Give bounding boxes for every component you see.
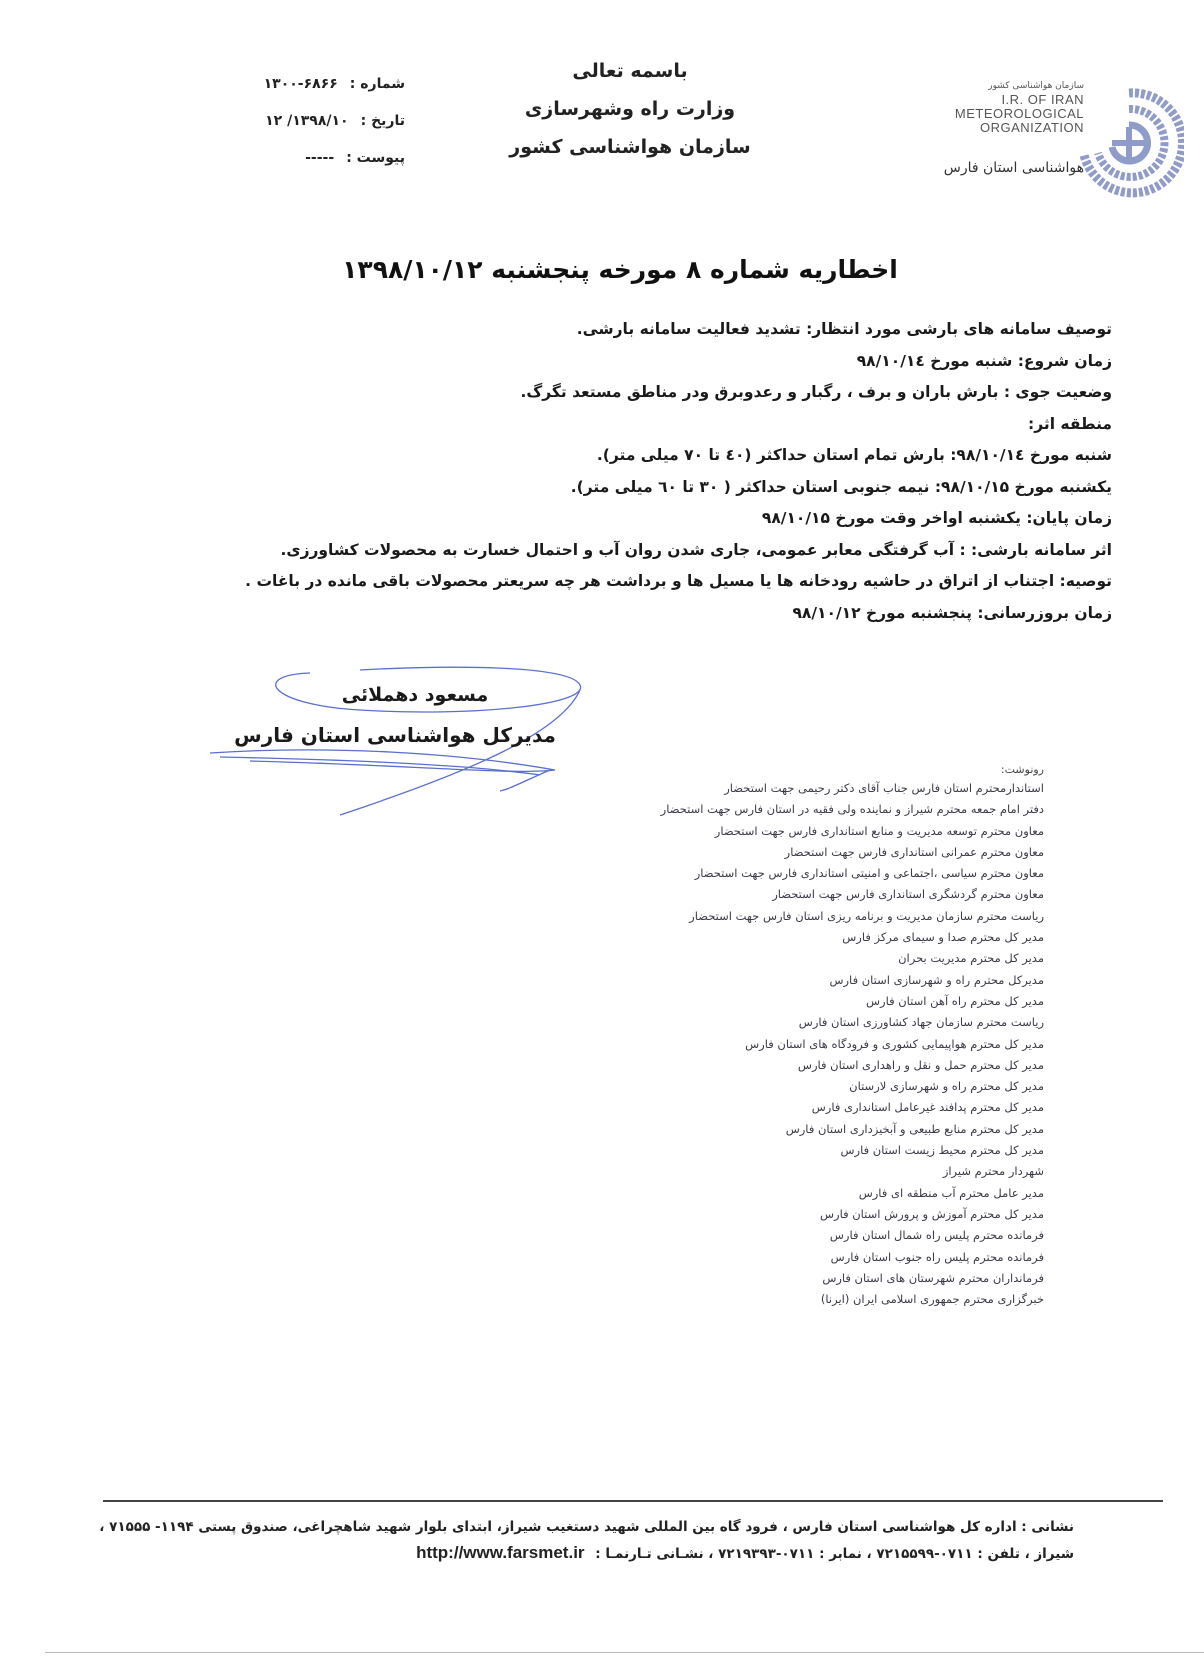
line-label: اثر سامانه بارشی: : [959, 540, 1112, 559]
footer [94, 1514, 1074, 1567]
footer-address: نشانی : اداره کل هواشناسی استان فارس ، فرود گاه بین المللی شهید دستغیب شیراز، ابتدای بلوار شهید شاهچراغی، صندوق پستی ۱۱۹۴- ۷۱۵۵۵ ، [99, 1519, 1074, 1535]
cc-item: معاون محترم گردشگری استانداری فارس جهت استحضار [772, 887, 1044, 902]
cc-item: مدیر کل محترم پدافند غیرعامل استانداری فارس [811, 1100, 1044, 1115]
cc-item: ریاست محترم سازمان مدیریت و برنامه ریزی استان فارس جهت استحضار [689, 908, 1044, 923]
cc-item: شهردار محترم شیراز [942, 1164, 1044, 1179]
cc-item: مدیر کل محترم مدیریت بحران [898, 951, 1044, 966]
cc-list [574, 762, 1044, 1310]
warning-body [152, 314, 1112, 629]
cc-item: استاندارمحترم استان فارس جناب آقای دکتر رحیمی جهت استحضار [724, 781, 1044, 795]
line-value: تشدید فعالیت سامانه بارشی. [576, 320, 801, 338]
organization-name: سازمان هواشناسی کشور [509, 136, 751, 158]
letter-number [225, 66, 405, 103]
letter-attachment [225, 140, 405, 177]
letter-attachment-value: ----- [305, 150, 335, 166]
body-line-saturday [152, 440, 1112, 472]
letter-attachment-label: پیوست : [346, 150, 405, 166]
line-label: توصیف سامانه های بارشی مورد انتظار: [806, 320, 1112, 338]
signature-block [230, 675, 560, 755]
body-line-update-time [152, 598, 1112, 630]
cc-item: مدیر کل محترم حمل و نقل و راهداری استان فارس [797, 1057, 1044, 1072]
logo-english-text [955, 93, 1084, 135]
body-line-affected-area [152, 409, 1112, 441]
cc-item: فرمانداران محترم شهرستان های استان فارس [822, 1270, 1044, 1285]
body-line-weather-condition [152, 377, 1112, 409]
logo-line-3: ORGANIZATION [980, 120, 1084, 135]
letterhead [480, 52, 780, 166]
cc-item: فرمانده محترم پلیس راه جنوب استان فارس [830, 1249, 1044, 1264]
footer-contact-text: شیراز ، تلفن : ۰۷۱۱-۷۲۱۵۵۹۹ ، نمابر : ۰۷۱۱-۷۲۱۹۳۹۳ ، نشـانی تـارنمـا : [595, 1546, 1074, 1562]
cc-item: مدیر کل محترم صدا و سیمای مرکز فارس [842, 930, 1044, 945]
line-value: اجتناب از اتراق در حاشیه رودخانه ها یا مسیل ها و برداشت هر چه سریعتر محصولات باقی مانده در باغات . [245, 572, 1055, 590]
cc-item: معاون محترم عمرانی استانداری فارس جهت استحضار [784, 844, 1044, 859]
cc-item: دفتر امام جمعه محترم شیراز و نماینده ولی فقیه در استان فارس جهت استحضار [660, 802, 1044, 817]
letter-meta [225, 66, 405, 177]
organization-logo [894, 55, 1184, 205]
office-name: هواشناسی استان فارس [943, 160, 1084, 176]
line-value: بارش باران و برف ، رگبار و رعدوبرق ودر مناطق مستعد تگرگ. [520, 383, 999, 401]
logo-line-1: I.R. OF IRAN [1001, 92, 1084, 107]
website-link[interactable]: http://www.farsmet.ir [416, 1543, 585, 1562]
document-title: اخطاریه شماره ۸ مورخه پنجشنبه ۱۳۹۸/۱۰/۱۲ [342, 255, 898, 284]
line-value: نیمه جنوبی استان حداکثر ( ۳٠ تا ٦٠ میلی متر). [570, 477, 930, 496]
letter-number-label: شماره : [349, 76, 405, 92]
cc-item: مدیرکل محترم راه و شهرسازی استان فارس [829, 972, 1044, 987]
footer-divider [103, 1500, 1163, 1502]
cc-item: مدیر کل محترم محیط زیست استان فارس [840, 1143, 1044, 1158]
body-line-description [152, 314, 1112, 346]
line-label: شنبه مورخ ۹۸/۱۰/۱٤: [950, 446, 1112, 464]
line-label: توصیه: [1059, 572, 1112, 590]
line-label: وضعیت جوی : [1003, 383, 1112, 401]
line-label: زمان شروع: [1017, 351, 1112, 370]
letter-date [225, 103, 405, 140]
letter-date-value: ۱۳۹۸/۱۰/ ۱۲ [265, 113, 349, 129]
body-line-impact [152, 535, 1112, 567]
signatory-name: مسعود دهملائی [341, 684, 489, 706]
line-value: شنبه مورخ ۹۸/۱۰/۱٤ [856, 351, 1013, 370]
cc-item: معاون محترم توسعه مدیریت و منابع استانداری فارس جهت استحضار [714, 823, 1044, 838]
signatory-title: مدیرکل هواشناسی استان فارس [234, 723, 556, 747]
body-line-start-time [152, 346, 1112, 378]
cc-item: مدیر کل محترم راه آهن استان فارس [865, 993, 1044, 1008]
logo-line-2: METEOROLOGICAL [954, 106, 1084, 121]
cc-item: معاون محترم سیاسی ،اجتماعی و امنیتی استانداری فارس جهت استحضار [694, 866, 1044, 881]
cc-item: مدیر عامل محترم آب منطقه ای فارس [858, 1185, 1044, 1200]
letter-number-value: ۱۳۰۰-۶۸۶۶ [263, 76, 338, 92]
body-line-sunday [152, 472, 1112, 504]
cc-item: خبرگزاری محترم جمهوری اسلامی ایران (ایرنا) [820, 1292, 1044, 1307]
logo-caption: سازمان هواشناسی کشور [988, 81, 1084, 91]
line-value: آب گرفتگی معابر عمومی، جاری شدن روان آب و احتمال خسارت به محصولات کشاورزی. [280, 540, 955, 559]
letter-date-label: تاریخ : [360, 113, 405, 129]
cc-heading: رونوشت: [1000, 763, 1044, 776]
cc-item: مدیر کل محترم آموزش و پرورش استان فارس [819, 1206, 1044, 1221]
line-value: بارش تمام استان حداکثر (٤٠ تا ٧٠ میلی متر). [596, 446, 945, 464]
line-label: یکشنبه مورخ ۹۸/۱۰/۱۵: [934, 477, 1112, 496]
cc-item: مدیر کل محترم هواپیمایی کشوری و فرودگاه های استان فارس [745, 1036, 1044, 1051]
cc-item: فرمانده محترم پلیس راه شمال استان فارس [829, 1228, 1044, 1243]
cc-item: مدیر کل محترم منابع طبیعی و آبخیزداری استان فارس [785, 1121, 1044, 1136]
cc-item: ریاست محترم سازمان جهاد کشاورزی استان فارس [798, 1015, 1044, 1030]
page-edge-line [45, 1652, 1204, 1653]
invocation: باسمه تعالی [572, 60, 688, 82]
body-line-end-time [152, 503, 1112, 535]
body-line-recommendation [152, 566, 1112, 598]
line-label: زمان پایان: [1026, 509, 1112, 527]
cc-item: مدیر کل محترم راه و شهرسازی لارستان [849, 1079, 1044, 1094]
line-value: پنجشنبه مورخ ۹۸/۱۰/۱۲ [792, 603, 972, 622]
line-value: یکشنبه اواخر وقت مورخ ۹۸/۱۰/۱۵ [761, 509, 1021, 527]
footer-contact [94, 1540, 1074, 1567]
line-label: منطقه اثر: [1028, 414, 1112, 433]
ministry-name: وزارت راه وشهرسازی [524, 98, 736, 120]
meteorological-emblem-icon [1074, 85, 1184, 200]
line-label: زمان بروزرسانی: [977, 603, 1112, 622]
